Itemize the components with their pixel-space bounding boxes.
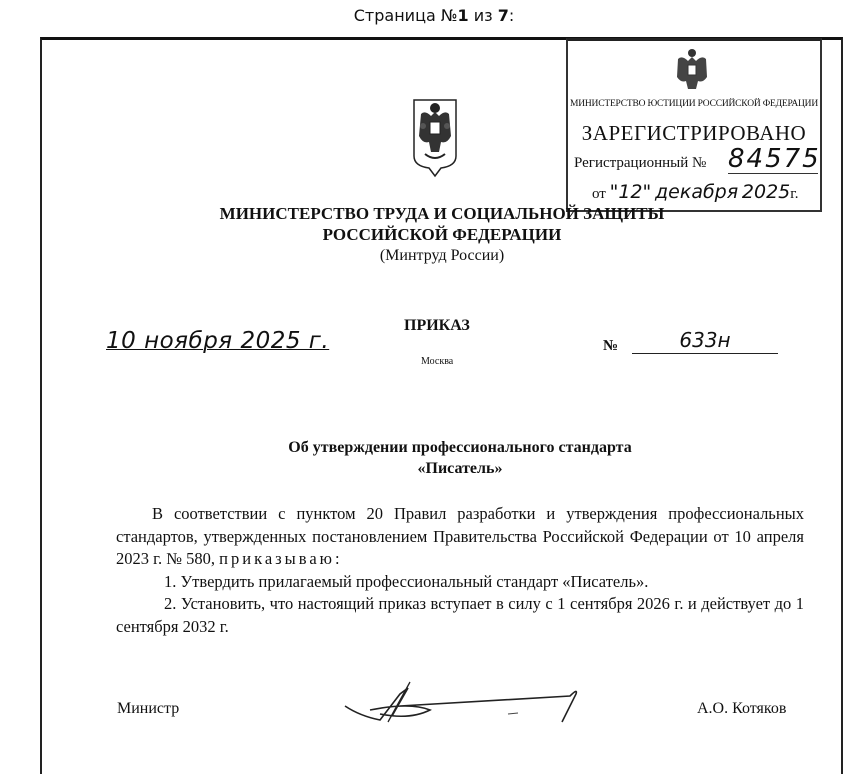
stamp-reg-number: 84575 xyxy=(728,144,821,174)
order-subject-line2: «Писатель» xyxy=(417,460,503,477)
order-item: 1. Утвердить прилагаемый профессиональный стандарт «Писатель». xyxy=(164,571,649,591)
page-indicator-suffix: : xyxy=(508,6,515,25)
stamp-reg-number-label: Регистрационный № xyxy=(574,155,707,171)
preamble-order-word: приказываю: xyxy=(219,549,343,568)
current-page-number: 1 xyxy=(457,6,469,25)
stamp-status: ЗАРЕГИСТРИРОВАНО xyxy=(581,121,807,145)
order-title: ПРИКАЗ xyxy=(404,317,470,334)
coat-of-arms-icon xyxy=(411,96,459,178)
stamp-ministry-name: МИНИСТЕРСТВО ЮСТИЦИИ РОССИЙСКОЙ ФЕДЕРАЦИИ xyxy=(569,99,818,109)
stamp-coat-of-arms-icon xyxy=(672,47,712,91)
stamp-date xyxy=(592,181,799,203)
ministry-short-name: (Минтруд России) xyxy=(379,247,505,264)
order-date: 10 ноября 2025 г. xyxy=(106,328,330,354)
preamble-text: В соответствии с пунктом 20 Правил разработки и утверждения профессиональных стандартов, утвержденных постановлением Правительства Российской Федерации от 10 апреля 2023 г. № 580, xyxy=(116,504,804,568)
order-subject-line1: Об утверждении профессионального стандарта xyxy=(288,439,632,456)
page-indicator-prefix: Страница № xyxy=(353,6,458,25)
stamp-date-year: 2025 xyxy=(741,181,791,203)
page-indicator-separator: из xyxy=(468,6,498,25)
preamble-paragraph xyxy=(116,503,804,571)
order-number-label: № xyxy=(603,338,619,354)
order-city: Москва xyxy=(421,356,454,367)
order-item: 2. Установить, что настоящий приказ вступает в силу с 1 сентября 2026 г. и действует до 1 сентября 2032 г. xyxy=(116,594,804,636)
signer-name: А.О. Котяков xyxy=(697,700,787,717)
page-indicator xyxy=(0,6,868,25)
ministry-title-line1: МИНИСТЕРСТВО ТРУДА И СОЦИАЛЬНОЙ ЗАЩИТЫ xyxy=(219,204,665,223)
stamp-date-day: "12" xyxy=(609,181,652,203)
stamp-date-suffix: г. xyxy=(790,186,799,202)
stamp-date-prefix: от xyxy=(592,186,606,202)
signature-icon xyxy=(340,680,600,730)
ministry-title xyxy=(0,203,868,245)
stamp-date-month: декабря xyxy=(655,181,739,203)
registration-stamp xyxy=(566,38,822,212)
order-body xyxy=(116,503,804,638)
ministry-title-line2: РОССИЙСКОЙ ФЕДЕРАЦИИ xyxy=(322,225,562,244)
order-number: 633н xyxy=(632,327,778,354)
order-subject xyxy=(100,437,820,479)
total-pages-number: 7 xyxy=(497,6,509,25)
signer-position: Министр xyxy=(117,700,180,717)
